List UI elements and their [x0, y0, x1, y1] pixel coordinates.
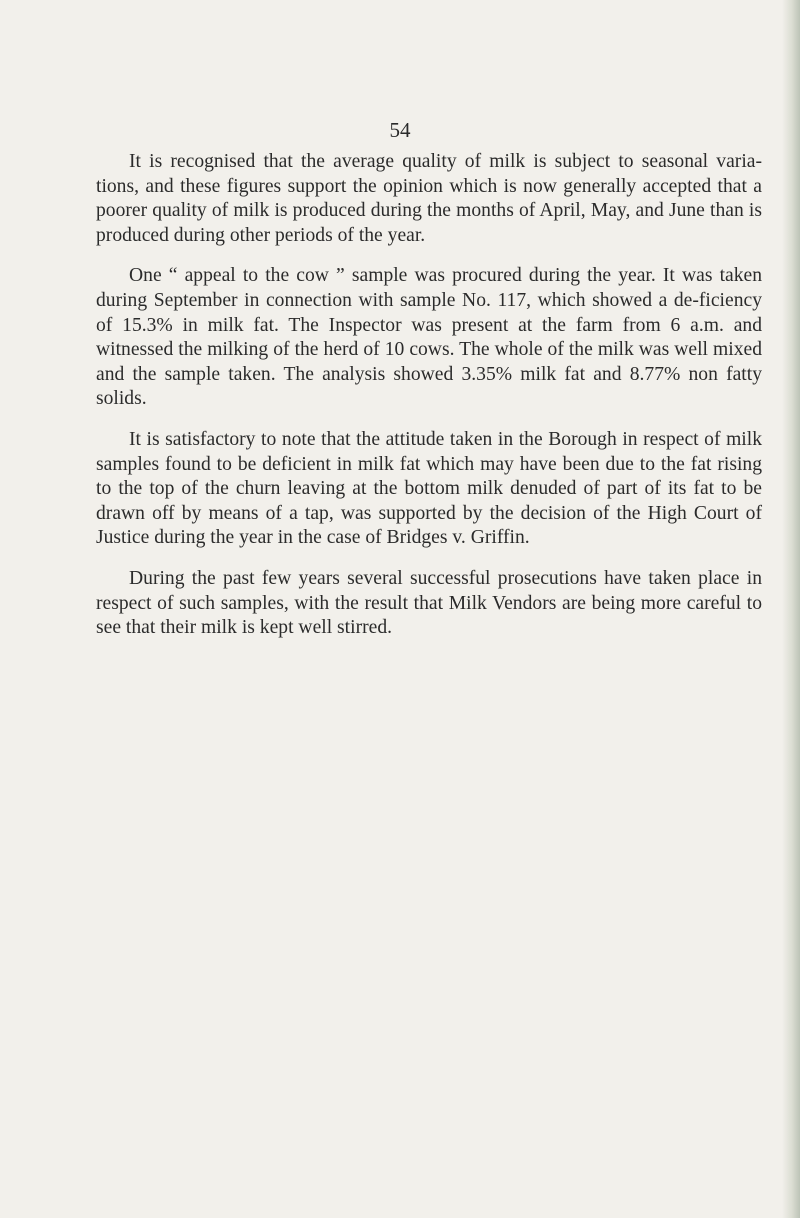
- body-text: [96, 150, 762, 657]
- paragraph-appeal-to-cow-sample: One “ appeal to the cow ” sample was procured during the year. It was taken during September in connection with sample No. 117, which showed a de-ficiency of 15.3% in milk fat. The Inspector was present at the farm from 6 a.m. and witnessed the milking of the herd of 10 cows. The whole of the milk was well mixed and the sample taken. The analysis showed 3.35% milk fat and 8.77% non fatty solids.: [96, 265, 762, 410]
- page-edge-shadow: [782, 0, 800, 1218]
- page-number: 54: [389, 118, 411, 142]
- paragraph-borough-attitude: It is satisfactory to note that the attitude taken in the Borough in respect of milk samples found to be deficient in milk fat which may have been due to the fat rising to the top of the churn leaving at the bottom milk denuded of part of its fat to be drawn off by means of a tap, was supported by the decision of the High Court of Justice during the year in the case of Bridges v. Griffin.: [96, 428, 762, 549]
- paragraph-seasonal-variation: It is recognised that the average quality of milk is subject to seasonal varia-tions, and these figures support the opinion which is now generally accepted that a poorer quality of milk is produced during the months of April, May, and June than is produced during other periods of the year.: [96, 151, 762, 246]
- paragraph-prosecutions: During the past few years several successful prosecutions have taken place in respect of such samples, with the result that Milk Vendors are being more careful to see that their milk is kept well stirred.: [96, 567, 762, 639]
